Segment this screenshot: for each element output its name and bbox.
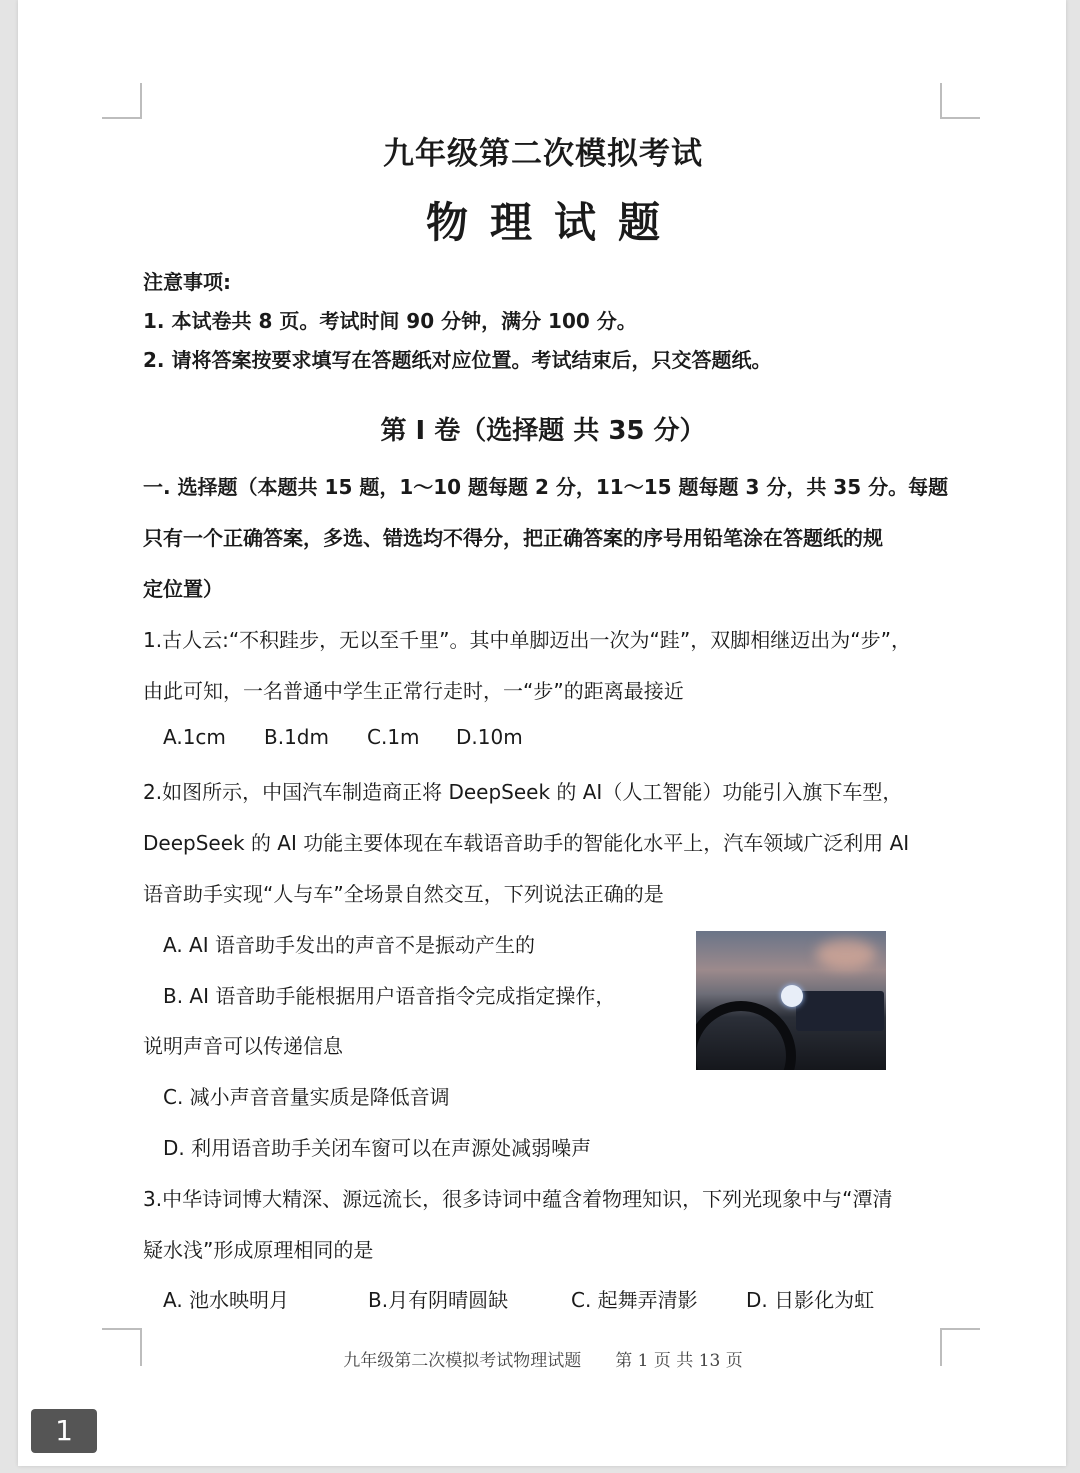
question-2-option-b: B. AI 语音助手能根据用户语音指令完成指定操作， — [163, 984, 616, 1008]
car-voice-assistant-image — [696, 931, 886, 1070]
question-2-stem: 2.如图所示，中国汽车制造商正将 DeepSeek 的 AI（人工智能）功能引入旗下车型， — [143, 780, 903, 804]
note-item: 2. 请将答案按要求填写在答题纸对应位置。考试结束后，只交答题纸。 — [143, 348, 772, 372]
question-1-stem: 由此可知，一名普通中学生正常行走时，一“步”的距离最接近 — [143, 679, 684, 703]
question-2-option-c: C. 减小声音音量实质是降低音调 — [163, 1085, 450, 1109]
question-1-option-c: C.1m — [367, 725, 420, 749]
question-3-stem: 3.中华诗词博大精深、源远流长，很多诗词中蕴含着物理知识，下列光现象中与“潭清 — [143, 1187, 893, 1211]
question-1-option-d: D.10m — [456, 725, 523, 749]
footer-doc-name: 九年级第二次模拟考试物理试题 — [343, 1351, 582, 1371]
question-2-option-b-cont: 说明声音可以传递信息 — [143, 1034, 343, 1058]
crop-mark-bottom-right — [940, 1328, 980, 1366]
page-footer — [143, 1346, 943, 1371]
question-1-option-b: B.1dm — [264, 725, 329, 749]
section-instructions: 定位置） — [143, 577, 223, 601]
question-3-stem: 疑水浅”形成原理相同的是 — [143, 1238, 374, 1262]
footer-page-info: 第 1 页 共 13 页 — [615, 1351, 743, 1371]
dashboard-screen-shape — [796, 991, 884, 1031]
question-1-option-a: A.1cm — [163, 725, 226, 749]
exam-title: 九年级第二次模拟考试 — [383, 136, 703, 172]
crop-mark-bottom-left — [102, 1328, 142, 1366]
page-number-badge[interactable]: 1 — [31, 1409, 97, 1453]
section-title: 第 I 卷（选择题 共 35 分） — [380, 416, 706, 446]
question-2-stem: DeepSeek 的 AI 功能主要体现在车载语音助手的智能化水平上，汽车领域广泛利用 AI — [143, 831, 910, 855]
question-3-option-c: C. 起舞弄清影 — [571, 1288, 698, 1312]
crop-mark-top-left — [102, 83, 142, 119]
microphone-icon — [781, 985, 803, 1007]
notes-heading: 注意事项: — [143, 270, 231, 294]
note-item: 1. 本试卷共 8 页。考试时间 90 分钟，满分 100 分。 — [143, 309, 637, 333]
question-3-option-d: D. 日影化为虹 — [746, 1288, 875, 1312]
section-instructions: 只有一个正确答案，多选、错选均不得分，把正确答案的序号用铅笔涂在答题纸的规 — [143, 526, 883, 550]
question-1-stem: 1.古人云:“不积跬步，无以至千里”。其中单脚迈出一次为“跬”，双脚相继迈出为“步”， — [143, 628, 911, 652]
crop-mark-top-right — [940, 83, 980, 119]
question-2-option-d: D. 利用语音助手关闭车窗可以在声源处减弱噪声 — [163, 1136, 592, 1160]
exam-page — [18, 0, 1066, 1466]
question-2-option-a: A. AI 语音助手发出的声音不是振动产生的 — [163, 933, 535, 957]
subject-title: 物理试题 — [425, 198, 682, 247]
steering-wheel-shape — [696, 1001, 796, 1070]
question-2-stem: 语音助手实现“人与车”全场景自然交互，下列说法正确的是 — [143, 882, 664, 906]
section-instructions: 一. 选择题（本题共 15 题，1～10 题每题 2 分，11～15 题每题 3 分，共 35 分。每题 — [143, 475, 949, 499]
question-3-option-b: B.月有阴晴圆缺 — [368, 1288, 509, 1312]
question-3-option-a: A. 池水映明月 — [163, 1288, 290, 1312]
image-light-glow — [816, 939, 876, 969]
